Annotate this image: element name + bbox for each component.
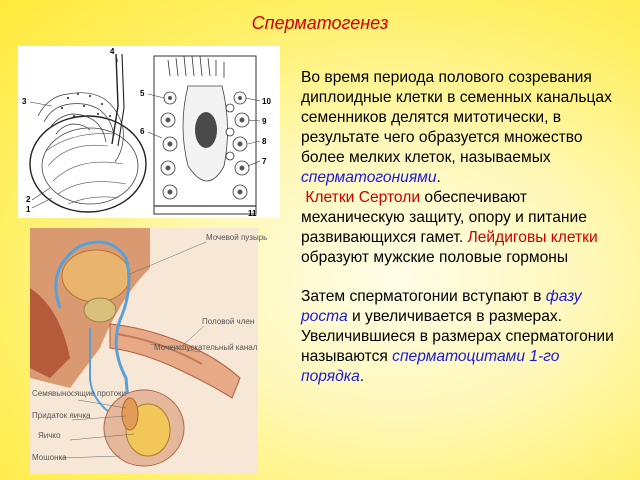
label-3: 3 <box>22 97 27 106</box>
label-vas-deferens: Семявыносящие протоки <box>32 389 127 398</box>
term-growth-phase: фазу роста <box>301 288 582 325</box>
label-4: 4 <box>110 47 115 56</box>
paragraph-spermatogonia: Во время периода полового созревания диплоидные клетки в семенных канальцах семенников делятся митотически, в результате чего образуется множество более мелких клеток, называемых сперматогониями. <box>301 69 612 186</box>
label-scrotum: Мошонка <box>32 453 67 462</box>
label-11: 11 <box>248 209 257 218</box>
label-2: 2 <box>26 195 31 204</box>
term-spermatogonia: сперматогониями <box>301 169 437 186</box>
label-5: 5 <box>140 89 145 98</box>
label-7: 7 <box>262 157 267 166</box>
label-1: 1 <box>26 205 31 214</box>
term-sertoli-cells: Клетки Сертоли <box>305 189 421 206</box>
paragraph-growth-phase: Затем сперматогонии вступают в фазу роста и увеличивается в размерах. Увеличившиеся в размерах сперматогонии называются сперматоцитами 1-го порядка. <box>301 288 614 385</box>
body-text <box>301 68 623 387</box>
label-testis: Яичко <box>38 431 61 440</box>
label-epididymis: Придаток яичка <box>32 411 91 420</box>
term-primary-spermatocytes: сперматоцитами 1-го порядка <box>301 348 560 385</box>
label-10: 10 <box>262 97 271 106</box>
male-reproductive-anatomy-illustration <box>30 228 268 474</box>
label-9: 9 <box>262 117 267 126</box>
label-6: 6 <box>140 127 145 136</box>
term-leydig-cells: Лейдиговы клетки <box>467 229 598 246</box>
label-bladder: Мочевой пузырь <box>206 233 268 242</box>
label-penis: Половой член <box>202 317 255 326</box>
paragraph-sertoli-leydig: Клетки Сертоли обеспечивают механическую защиту, опору и питание развивающихся гамет. Лейдиговы клетки образуют мужские половые гормоны <box>301 189 598 266</box>
label-8: 8 <box>262 137 267 146</box>
page-title: Сперматогенез <box>251 13 389 33</box>
label-urethra: Мочеиспускательный канал <box>154 343 258 352</box>
testis-structure-illustration <box>18 46 280 218</box>
